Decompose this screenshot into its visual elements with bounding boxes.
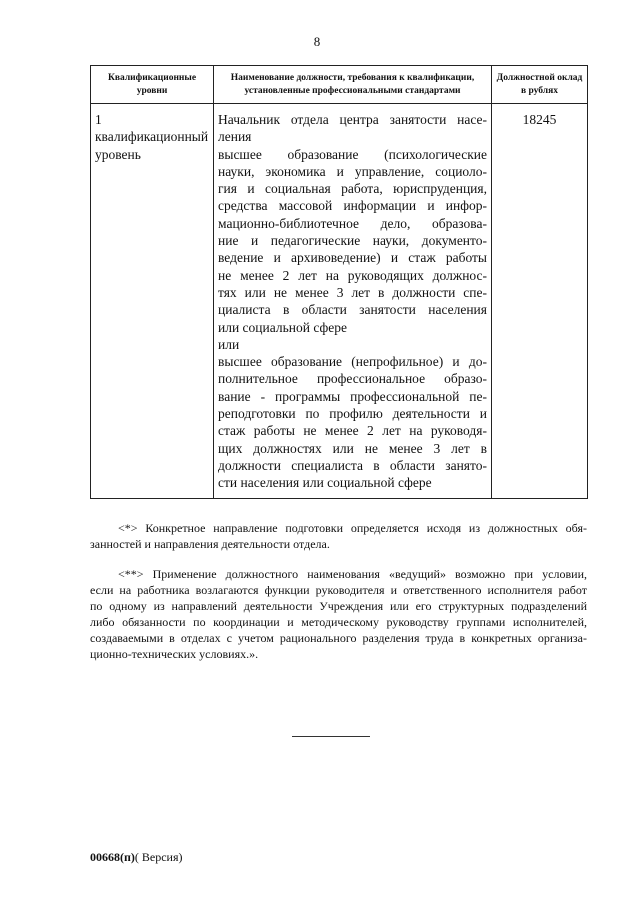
- requirement-line: науки, экономика и управление, социоло-: [218, 163, 487, 179]
- requirement-line: тях или не менее 3 лет в должности спе-: [218, 284, 487, 300]
- requirement-line: ления: [218, 129, 252, 145]
- qualification-table: [90, 65, 588, 499]
- footnotes: [90, 520, 587, 662]
- requirement-line: высшее образование (психологические: [218, 146, 487, 162]
- requirement-line: должности специалиста в области занято-: [218, 457, 487, 473]
- position-requirements-cell: [214, 104, 492, 499]
- requirement-line: вание - программы профессиональной пе-: [218, 388, 487, 404]
- requirement-line: щих должностях или не менее 3 лет в: [218, 440, 487, 456]
- page-number: 8: [313, 34, 321, 49]
- requirement-line: Начальник отдела центра занятости насе-: [218, 112, 487, 127]
- footnote-line: ционно-технических условиях.».: [90, 647, 259, 661]
- requirement-line: или: [218, 336, 240, 352]
- requirement-line: полнительное профессиональное образо-: [218, 371, 487, 387]
- footnote-line: <*> Конкретное направление подготовки определяется исходя из должностных обя-: [118, 521, 587, 535]
- qualification-level-cell: 1 квалификационный уровень: [91, 104, 214, 499]
- requirement-line: не менее 2 лет на руководящих должнос-: [218, 267, 487, 283]
- footnote-line: занностей и направления деятельности отдела.: [90, 537, 330, 551]
- table-header-row: [91, 66, 588, 104]
- requirement-line: сти населения или социальной сфере: [218, 475, 432, 491]
- document-version: ( Версия): [134, 850, 183, 864]
- requirement-line: стаж работы не менее 2 лет на руководя-: [218, 423, 487, 439]
- footnote-leading-title: [90, 566, 587, 662]
- header-position-requirements: Наименование должности, требования к квалификации, установленные профессиональными стандартами: [214, 66, 492, 104]
- header-qualification-levels: Квалификационные уровни: [91, 66, 214, 104]
- footnote-direction: [90, 520, 587, 552]
- requirement-line: мационно-библиотечное дело, образова-: [218, 215, 487, 231]
- requirement-line: реподготовки по профилю деятельности и: [218, 406, 487, 422]
- header-salary: Должностной оклад в рублях: [492, 66, 588, 104]
- footnote-line: создаваемыми в отделах с учетом рационального разделения труда в конкретных организа-: [90, 631, 587, 645]
- requirement-line: высшее образование (непрофильное) и до-: [218, 354, 487, 370]
- document-code-number: 00668(п): [90, 850, 135, 864]
- footnote-line: либо обязанности по координации и методическому руководству группами исполнителей,: [90, 615, 587, 629]
- table-row: [91, 104, 588, 499]
- footnote-line: <**> Применение должностного наименования «ведущий» возможно при условии,: [118, 567, 587, 581]
- requirement-line: средства массовой информации и инфор-: [218, 198, 487, 214]
- requirement-line: или социальной сфере: [218, 319, 347, 335]
- requirement-line: гия и социальная работа, юриспруденция,: [218, 181, 487, 197]
- requirement-line: ведение и архивоведение) и стаж работы: [218, 250, 487, 266]
- requirement-line: циалиста в области занятости населения: [218, 302, 487, 318]
- document-code: [90, 850, 183, 865]
- footnote-line: если на работника возлагаются функции руководителя и ответственного исполнителя работ: [90, 583, 587, 597]
- footnote-line: по одному из направлений деятельности Учреждения или его структурных подразделений: [90, 599, 587, 613]
- requirement-line: ние и педагогические науки, документо-: [218, 233, 487, 249]
- closing-divider: [292, 736, 370, 737]
- salary-cell: 18245: [492, 104, 588, 499]
